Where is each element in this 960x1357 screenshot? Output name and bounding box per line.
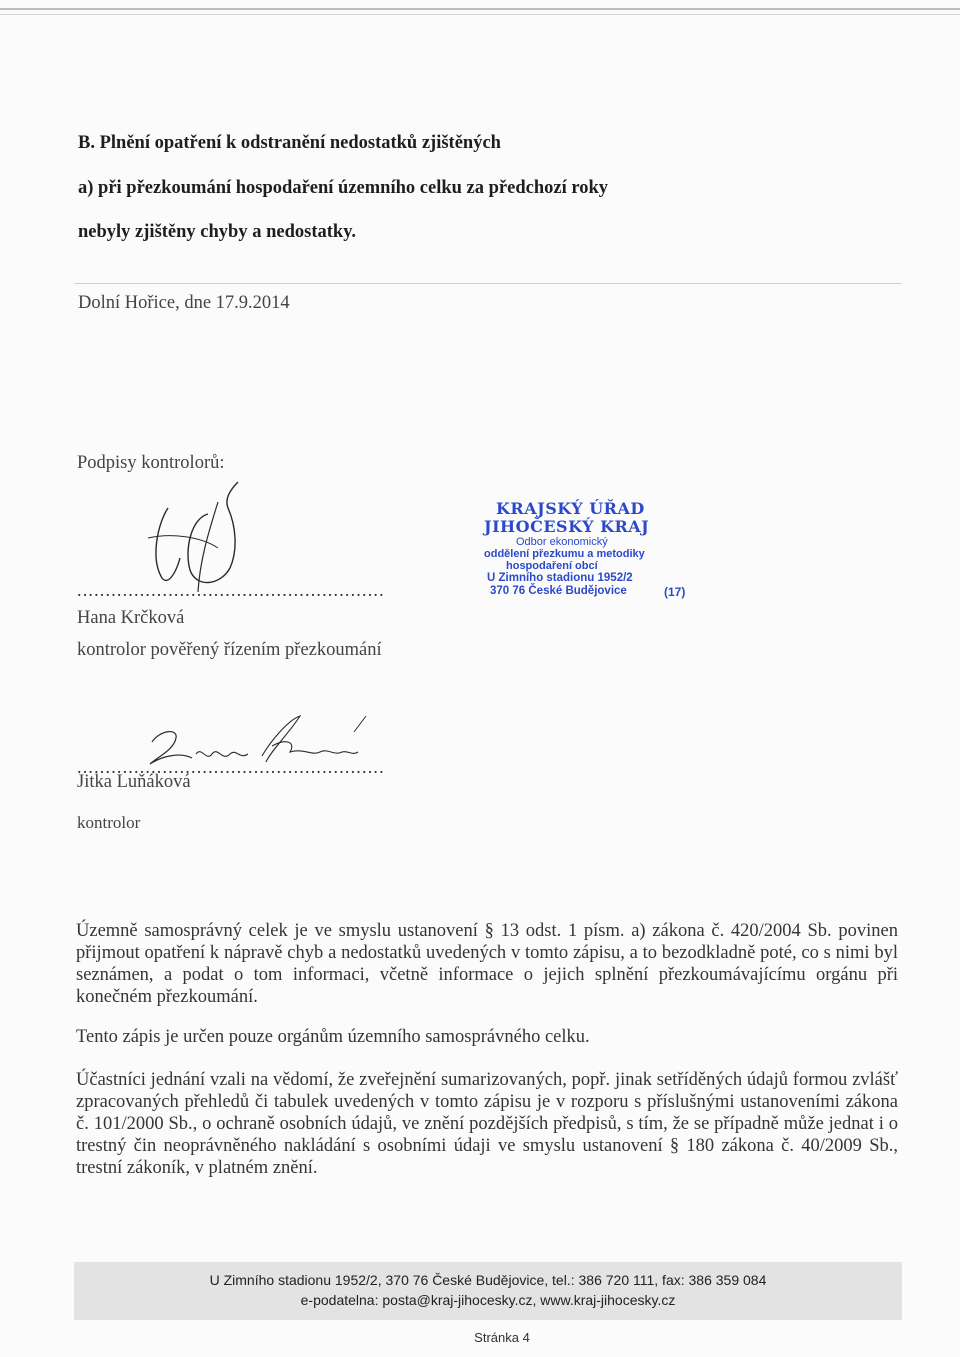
stamp-line-5: hospodaření obcí [506,560,598,572]
signer-1-role: kontrolor pověřený řízením přezkoumání [77,640,382,660]
stamp-line-3: Odbor ekonomický [516,536,608,548]
signer-2-name: Jitka Luňáková [77,772,191,792]
result-line: nebyly zjištěny chyby a nedostatky. [78,222,357,242]
stamp-line-1: KRAJSKÝ ÚŘAD [496,499,645,518]
stamp-number: (17) [664,585,686,599]
paragraph-data-protection: Účastníci jednání vzali na vědomí, že zveřejnění sumarizovaných, popř. jinak setříděných údajů formou zvlášť zpracovaných přehledů či tabulek uvedených v tomto zápisu je v rozporu s příslušnými ustanoveními zákona č. 101/2000 Sb., o ochraně osobních údajů, ve znění pozdějších předpisů, s tím, že se případně může jednat i o trestný čin neoprávněného nakládání s osobními údaji ve smyslu ustanovení § 180 zákona č. 40/2009 Sb., trestní zákoník, v platném znění. [76,1070,898,1178]
top-edge-line [0,8,960,10]
signature-line-2: ...................................................... [77,757,385,777]
office-stamp [484,500,704,598]
top-edge-line-2 [0,14,960,15]
signatures-label: Podpisy kontrolorů: [77,453,225,473]
footer-address: U Zimního stadionu 1952/2, 370 76 České Budějovice, tel.: 386 720 111, fax: 386 359 084 [209,1272,767,1288]
stamp-line-4: oddělení přezkumu a metodiky [484,548,645,560]
signer-2-role: kontrolor [77,813,141,832]
paragraph-intended-recipients: Tento zápis je určen pouze orgánům územního samosprávného celku. [76,1027,590,1047]
paragraph-remedy-obligation: Územně samosprávný celek je ve smyslu ustanovení § 13 odst. 1 písm. a) zákona č. 420/2004 Sb. povinen přijmout opatření k nápravě chyb a nedostatků uvedených v tomto zápisu, a to bezodkladně poté, co s nimi byl seznámen, a podat o tom informaci, včetně informace o jejich splnění přezkoumávajícímu orgánu při konečném přezkoumání. [76,921,898,1007]
footer-contact: e-podatelna: posta@kraj-jihocesky.cz, www.kraj-jihocesky.cz [300,1292,676,1308]
signature-krckova [140,478,260,596]
signature-line-1: ...................................................... [77,580,385,600]
stamp-line-7: 370 76 České Budějovice [490,585,627,597]
page-number: Stránka 4 [474,1330,530,1345]
stamp-line-2: JIHOČESKÝ KRAJ [484,517,650,536]
place-date: Dolní Hořice, dne 17.9.2014 [78,293,290,313]
signer-1-name: Hana Krčková [77,608,185,628]
stamp-line-6: U Zimního stadionu 1952/2 [487,572,633,584]
footer-box [74,1262,902,1320]
section-heading: B. Plnění opatření k odstranění nedostatků zjištěných [78,133,501,153]
separator-line [74,283,902,284]
subheading: a) při přezkoumání hospodaření územního celku za předchozí roky [78,178,609,198]
